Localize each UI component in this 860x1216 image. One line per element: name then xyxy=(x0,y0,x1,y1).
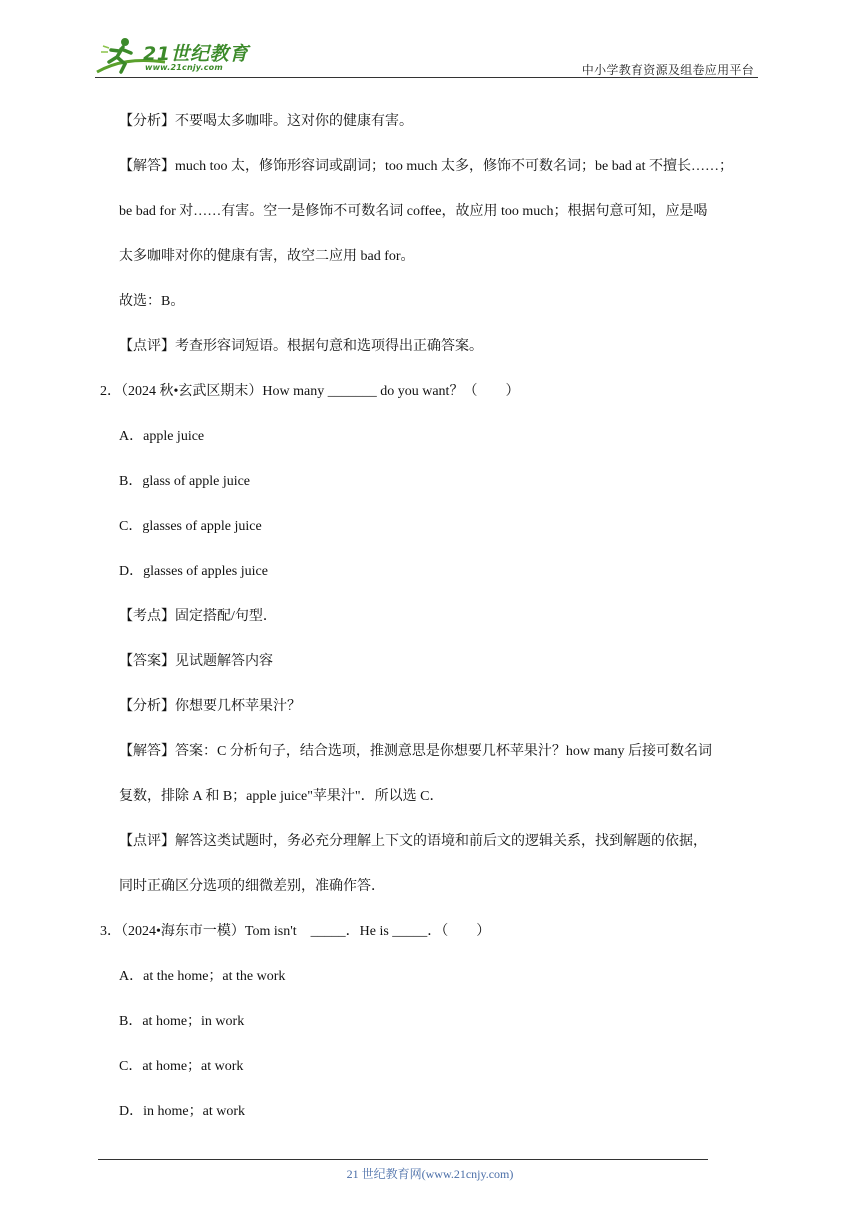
answer-choice-line: 故选：B。 xyxy=(119,294,185,309)
option-b: B．at home；in work xyxy=(119,1014,245,1029)
topic-line: 【考点】固定搭配/句型． xyxy=(119,609,277,624)
option-a: A．apple juice xyxy=(119,429,205,444)
footer-divider xyxy=(98,1159,708,1160)
answer-line: 【答案】见试题解答内容 xyxy=(119,654,273,669)
solution-line: 太多咖啡对你的健康有害，故空二应用 bad for。 xyxy=(119,249,415,264)
option-d: D．glasses of apples juice xyxy=(119,564,268,579)
solution-line: 【解答】much too 太，修饰形容词或副词；too much 太多，修饰不可数名词；be bad at 不擅长……； xyxy=(119,159,734,174)
logo-url: www.21cnjy.com xyxy=(145,63,223,72)
analysis-line: 【分析】你想要几杯苹果汁？ xyxy=(119,699,301,714)
header-divider xyxy=(95,77,758,78)
page-header xyxy=(95,32,758,78)
question-2: 2．（2024 秋•玄武区期末）How many _______ do you want？（ ） xyxy=(100,384,520,399)
solution-line: 【解答】答案：C 分析句子，结合选项，推测意思是你想要几杯苹果汁？how many 后接可数名词 xyxy=(119,744,713,759)
analysis-line: 【分析】不要喝太多咖啡。这对你的健康有害。 xyxy=(119,114,413,129)
platform-name: 中小学教育资源及组卷应用平台 xyxy=(581,63,754,77)
comment-line: 同时正确区分选项的细微差别，准确作答． xyxy=(119,879,385,894)
comment-line: 【点评】解答这类试题时，务必充分理解上下文的语境和前后文的逻辑关系，找到解题的依据， xyxy=(119,834,707,849)
footer-link[interactable]: 21 世纪教育网(www.21cnjy.com) xyxy=(346,1167,514,1181)
solution-line: be bad for 对……有害。空一是修饰不可数名词 coffee，故应用 too much；根据句意可知，应是喝 xyxy=(119,204,708,219)
comment-line: 【点评】考查形容词短语。根据句意和选项得出正确答案。 xyxy=(119,339,483,354)
option-c: C．at home；at work xyxy=(119,1059,244,1074)
option-c: C．glasses of apple juice xyxy=(119,519,262,534)
logo-text: 21世纪教育 xyxy=(143,43,249,65)
site-logo[interactable] xyxy=(95,32,265,78)
option-b: B．glass of apple juice xyxy=(119,474,251,489)
solution-line: 复数，排除 A 和 B；apple juice"苹果汁"．所以选 C． xyxy=(119,789,444,804)
option-d: D．in home；at work xyxy=(119,1104,245,1119)
question-3: 3．（2024•海东市一模）Tom isn't _____．He is _____．（ ） xyxy=(100,924,491,939)
option-a: A．at the home；at the work xyxy=(119,969,286,984)
